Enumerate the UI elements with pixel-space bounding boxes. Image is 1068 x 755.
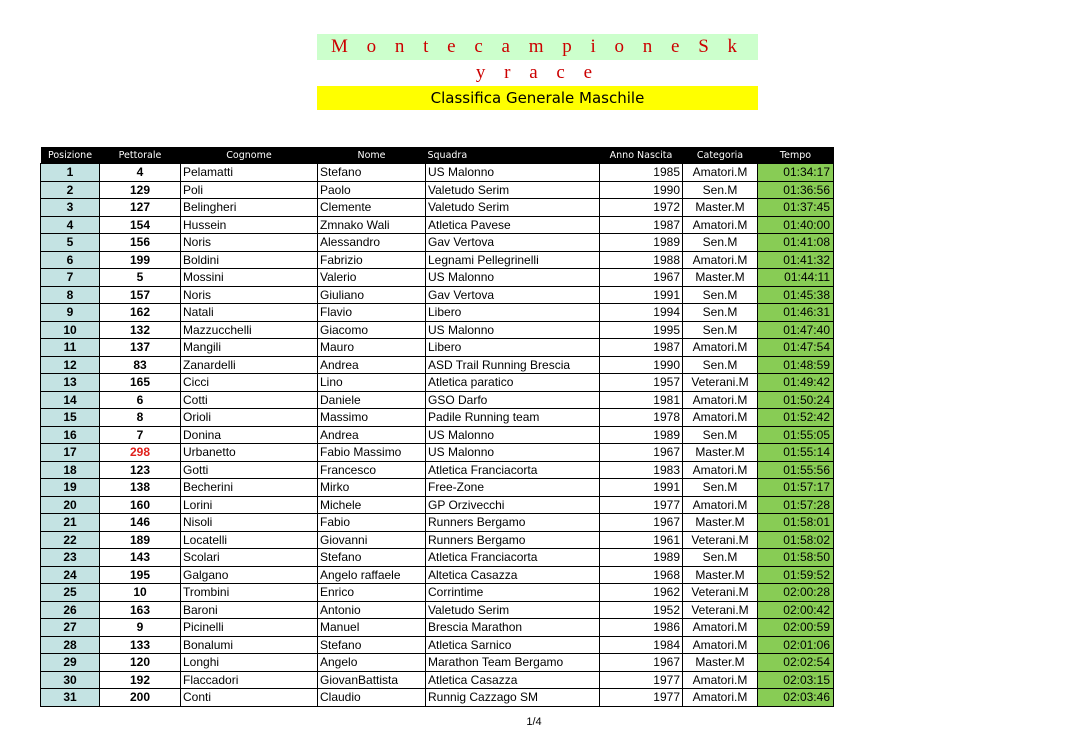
category-cell: Master.M xyxy=(683,444,758,462)
time-cell: 01:37:45 xyxy=(758,199,834,217)
position-cell: 2 xyxy=(41,181,100,199)
name-cell: Enrico xyxy=(318,584,426,602)
team-cell: GSO Darfo xyxy=(426,391,600,409)
surname-cell: Baroni xyxy=(181,601,318,619)
surname-cell: Orioli xyxy=(181,409,318,427)
birth-year-cell: 1968 xyxy=(600,566,683,584)
team-cell: Free-Zone xyxy=(426,479,600,497)
position-cell: 27 xyxy=(41,619,100,637)
bib-cell: 189 xyxy=(100,531,181,549)
bib-cell: 132 xyxy=(100,321,181,339)
table-row xyxy=(41,479,834,497)
position-cell: 4 xyxy=(41,216,100,234)
birth-year-cell: 1986 xyxy=(600,619,683,637)
position-cell: 1 xyxy=(41,164,100,182)
name-cell: Paolo xyxy=(318,181,426,199)
team-cell: GP Orzivecchi xyxy=(426,496,600,514)
time-cell: 01:57:17 xyxy=(758,479,834,497)
position-cell: 26 xyxy=(41,601,100,619)
time-cell: 01:41:32 xyxy=(758,251,834,269)
category-cell: Master.M xyxy=(683,654,758,672)
bib-cell: 199 xyxy=(100,251,181,269)
time-cell: 01:58:50 xyxy=(758,549,834,567)
time-cell: 01:59:52 xyxy=(758,566,834,584)
birth-year-cell: 1994 xyxy=(600,304,683,322)
table-row xyxy=(41,234,834,252)
team-cell: Atletica Franciacorta xyxy=(426,549,600,567)
position-cell: 3 xyxy=(41,199,100,217)
position-cell: 7 xyxy=(41,269,100,287)
table-row xyxy=(41,199,834,217)
surname-cell: Noris xyxy=(181,286,318,304)
team-cell: US Malonno xyxy=(426,426,600,444)
position-cell: 11 xyxy=(41,339,100,357)
page-number: 1/4 xyxy=(526,716,542,728)
header-posizione: Posizione xyxy=(41,147,100,164)
table-row xyxy=(41,496,834,514)
category-cell: Amatori.M xyxy=(683,216,758,234)
surname-cell: Hussein xyxy=(181,216,318,234)
position-cell: 23 xyxy=(41,549,100,567)
race-title: M o n t e c a m p i o n e S k y r a c e xyxy=(317,34,758,60)
name-cell: Fabrizio xyxy=(318,251,426,269)
time-cell: 01:36:56 xyxy=(758,181,834,199)
time-cell: 01:47:54 xyxy=(758,339,834,357)
surname-cell: Galgano xyxy=(181,566,318,584)
name-cell: Fabio Massimo xyxy=(318,444,426,462)
birth-year-cell: 1957 xyxy=(600,374,683,392)
time-cell: 01:34:17 xyxy=(758,164,834,182)
time-cell: 01:52:42 xyxy=(758,409,834,427)
birth-year-cell: 1995 xyxy=(600,321,683,339)
surname-cell: Locatelli xyxy=(181,531,318,549)
table-row xyxy=(41,409,834,427)
category-cell: Veterani.M xyxy=(683,531,758,549)
team-cell: Legnami Pellegrinelli xyxy=(426,251,600,269)
bib-cell: 146 xyxy=(100,514,181,532)
surname-cell: Noris xyxy=(181,234,318,252)
name-cell: Lino xyxy=(318,374,426,392)
table-row xyxy=(41,304,834,322)
birth-year-cell: 1987 xyxy=(600,216,683,234)
surname-cell: Urbanetto xyxy=(181,444,318,462)
position-cell: 9 xyxy=(41,304,100,322)
birth-year-cell: 1977 xyxy=(600,496,683,514)
header-tempo: Tempo xyxy=(758,147,834,164)
time-cell: 01:46:31 xyxy=(758,304,834,322)
surname-cell: Becherini xyxy=(181,479,318,497)
name-cell: Stefano xyxy=(318,164,426,182)
time-cell: 01:55:05 xyxy=(758,426,834,444)
birth-year-cell: 1967 xyxy=(600,654,683,672)
time-cell: 02:00:42 xyxy=(758,601,834,619)
team-cell: Marathon Team Bergamo xyxy=(426,654,600,672)
team-cell: Valetudo Serim xyxy=(426,181,600,199)
team-cell: Brescia Marathon xyxy=(426,619,600,637)
category-cell: Master.M xyxy=(683,199,758,217)
time-cell: 02:03:15 xyxy=(758,671,834,689)
table-row xyxy=(41,636,834,654)
name-cell: Daniele xyxy=(318,391,426,409)
time-cell: 02:00:28 xyxy=(758,584,834,602)
bib-cell: 7 xyxy=(100,426,181,444)
category-cell: Amatori.M xyxy=(683,671,758,689)
position-cell: 17 xyxy=(41,444,100,462)
position-cell: 29 xyxy=(41,654,100,672)
table-row xyxy=(41,549,834,567)
time-cell: 01:45:38 xyxy=(758,286,834,304)
birth-year-cell: 1977 xyxy=(600,671,683,689)
birth-year-cell: 1972 xyxy=(600,199,683,217)
bib-cell: 5 xyxy=(100,269,181,287)
category-cell: Amatori.M xyxy=(683,619,758,637)
name-cell: Valerio xyxy=(318,269,426,287)
surname-cell: Belingheri xyxy=(181,199,318,217)
category-cell: Amatori.M xyxy=(683,164,758,182)
name-cell: Stefano xyxy=(318,549,426,567)
position-cell: 14 xyxy=(41,391,100,409)
position-cell: 18 xyxy=(41,461,100,479)
header-cognome: Cognome xyxy=(181,147,318,164)
name-cell: Antonio xyxy=(318,601,426,619)
position-cell: 19 xyxy=(41,479,100,497)
team-cell: Runners Bergamo xyxy=(426,531,600,549)
team-cell: Libero xyxy=(426,339,600,357)
bib-cell: 163 xyxy=(100,601,181,619)
surname-cell: Picinelli xyxy=(181,619,318,637)
team-cell: Valetudo Serim xyxy=(426,601,600,619)
position-cell: 8 xyxy=(41,286,100,304)
name-cell: Alessandro xyxy=(318,234,426,252)
table-row xyxy=(41,671,834,689)
surname-cell: Bonalumi xyxy=(181,636,318,654)
birth-year-cell: 1991 xyxy=(600,286,683,304)
surname-cell: Zanardelli xyxy=(181,356,318,374)
ranking-subtitle: Classifica Generale Maschile xyxy=(317,86,758,110)
name-cell: Michele xyxy=(318,496,426,514)
birth-year-cell: 1984 xyxy=(600,636,683,654)
table-row xyxy=(41,321,834,339)
bib-cell: 123 xyxy=(100,461,181,479)
surname-cell: Scolari xyxy=(181,549,318,567)
position-cell: 22 xyxy=(41,531,100,549)
bib-cell: 195 xyxy=(100,566,181,584)
table-row xyxy=(41,514,834,532)
bib-cell: 83 xyxy=(100,356,181,374)
name-cell: Mirko xyxy=(318,479,426,497)
category-cell: Sen.M xyxy=(683,549,758,567)
bib-cell: 137 xyxy=(100,339,181,357)
bib-cell: 165 xyxy=(100,374,181,392)
bib-cell: 160 xyxy=(100,496,181,514)
category-cell: Sen.M xyxy=(683,286,758,304)
header-anno-nascita: Anno Nascita xyxy=(600,147,683,164)
surname-cell: Poli xyxy=(181,181,318,199)
team-cell: US Malonno xyxy=(426,444,600,462)
team-cell: US Malonno xyxy=(426,321,600,339)
table-row xyxy=(41,584,834,602)
team-cell: US Malonno xyxy=(426,164,600,182)
birth-year-cell: 1989 xyxy=(600,549,683,567)
name-cell: Giuliano xyxy=(318,286,426,304)
birth-year-cell: 1961 xyxy=(600,531,683,549)
position-cell: 28 xyxy=(41,636,100,654)
surname-cell: Pelamatti xyxy=(181,164,318,182)
bib-cell: 298 xyxy=(100,444,181,462)
category-cell: Master.M xyxy=(683,566,758,584)
surname-cell: Donina xyxy=(181,426,318,444)
name-cell: Massimo xyxy=(318,409,426,427)
bib-cell: 192 xyxy=(100,671,181,689)
birth-year-cell: 1983 xyxy=(600,461,683,479)
bib-cell: 127 xyxy=(100,199,181,217)
name-cell: Angelo xyxy=(318,654,426,672)
team-cell: Atletica Pavese xyxy=(426,216,600,234)
bib-cell: 138 xyxy=(100,479,181,497)
category-cell: Amatori.M xyxy=(683,461,758,479)
birth-year-cell: 1978 xyxy=(600,409,683,427)
surname-cell: Nisoli xyxy=(181,514,318,532)
time-cell: 01:55:14 xyxy=(758,444,834,462)
name-cell: Zmnako Wali xyxy=(318,216,426,234)
birth-year-cell: 1989 xyxy=(600,234,683,252)
birth-year-cell: 1952 xyxy=(600,601,683,619)
team-cell: Libero xyxy=(426,304,600,322)
bib-cell: 157 xyxy=(100,286,181,304)
category-cell: Veterani.M xyxy=(683,374,758,392)
birth-year-cell: 1967 xyxy=(600,444,683,462)
team-cell: Corrintime xyxy=(426,584,600,602)
table-row xyxy=(41,251,834,269)
category-cell: Veterani.M xyxy=(683,601,758,619)
team-cell: Atletica Franciacorta xyxy=(426,461,600,479)
time-cell: 01:48:59 xyxy=(758,356,834,374)
table-row xyxy=(41,164,834,182)
table-row xyxy=(41,689,834,707)
surname-cell: Mazzucchelli xyxy=(181,321,318,339)
time-cell: 02:02:54 xyxy=(758,654,834,672)
time-cell: 01:41:08 xyxy=(758,234,834,252)
surname-cell: Cotti xyxy=(181,391,318,409)
birth-year-cell: 1981 xyxy=(600,391,683,409)
surname-cell: Trombini xyxy=(181,584,318,602)
team-cell: Runners Bergamo xyxy=(426,514,600,532)
name-cell: Andrea xyxy=(318,426,426,444)
category-cell: Amatori.M xyxy=(683,391,758,409)
birth-year-cell: 1990 xyxy=(600,356,683,374)
birth-year-cell: 1989 xyxy=(600,426,683,444)
header-nome: Nome xyxy=(318,147,426,164)
position-cell: 16 xyxy=(41,426,100,444)
category-cell: Sen.M xyxy=(683,321,758,339)
table-header-row xyxy=(41,147,834,164)
birth-year-cell: 1967 xyxy=(600,514,683,532)
table-row xyxy=(41,531,834,549)
birth-year-cell: 1988 xyxy=(600,251,683,269)
time-cell: 01:40:00 xyxy=(758,216,834,234)
name-cell: Giacomo xyxy=(318,321,426,339)
birth-year-cell: 1967 xyxy=(600,269,683,287)
name-cell: Angelo raffaele xyxy=(318,566,426,584)
name-cell: Flavio xyxy=(318,304,426,322)
table-row xyxy=(41,356,834,374)
surname-cell: Lorini xyxy=(181,496,318,514)
category-cell: Master.M xyxy=(683,269,758,287)
position-cell: 24 xyxy=(41,566,100,584)
surname-cell: Cicci xyxy=(181,374,318,392)
position-cell: 21 xyxy=(41,514,100,532)
table-row xyxy=(41,269,834,287)
bib-cell: 200 xyxy=(100,689,181,707)
category-cell: Sen.M xyxy=(683,356,758,374)
team-cell: Gav Vertova xyxy=(426,286,600,304)
table-row xyxy=(41,339,834,357)
name-cell: Andrea xyxy=(318,356,426,374)
category-cell: Amatori.M xyxy=(683,251,758,269)
team-cell: US Malonno xyxy=(426,269,600,287)
birth-year-cell: 1985 xyxy=(600,164,683,182)
position-cell: 10 xyxy=(41,321,100,339)
time-cell: 01:58:01 xyxy=(758,514,834,532)
category-cell: Sen.M xyxy=(683,426,758,444)
bib-cell: 129 xyxy=(100,181,181,199)
bib-cell: 10 xyxy=(100,584,181,602)
team-cell: Atletica paratico xyxy=(426,374,600,392)
name-cell: Claudio xyxy=(318,689,426,707)
name-cell: Mauro xyxy=(318,339,426,357)
surname-cell: Mossini xyxy=(181,269,318,287)
time-cell: 02:01:06 xyxy=(758,636,834,654)
name-cell: GiovanBattista xyxy=(318,671,426,689)
birth-year-cell: 1990 xyxy=(600,181,683,199)
time-cell: 01:50:24 xyxy=(758,391,834,409)
position-cell: 31 xyxy=(41,689,100,707)
results-table xyxy=(40,147,834,707)
position-cell: 20 xyxy=(41,496,100,514)
header-pettorale: Pettorale xyxy=(100,147,181,164)
table-row xyxy=(41,391,834,409)
team-cell: Atletica Casazza xyxy=(426,671,600,689)
bib-cell: 143 xyxy=(100,549,181,567)
bib-cell: 120 xyxy=(100,654,181,672)
position-cell: 25 xyxy=(41,584,100,602)
table-row xyxy=(41,181,834,199)
team-cell: Altetica Casazza xyxy=(426,566,600,584)
table-row xyxy=(41,654,834,672)
name-cell: Giovanni xyxy=(318,531,426,549)
category-cell: Amatori.M xyxy=(683,339,758,357)
time-cell: 02:00:59 xyxy=(758,619,834,637)
position-cell: 13 xyxy=(41,374,100,392)
position-cell: 6 xyxy=(41,251,100,269)
name-cell: Clemente xyxy=(318,199,426,217)
table-row xyxy=(41,216,834,234)
table-row xyxy=(41,286,834,304)
header-categoria: Categoria xyxy=(683,147,758,164)
surname-cell: Flaccadori xyxy=(181,671,318,689)
category-cell: Veterani.M xyxy=(683,584,758,602)
bib-cell: 9 xyxy=(100,619,181,637)
team-cell: Runnig Cazzago SM xyxy=(426,689,600,707)
team-cell: ASD Trail Running Brescia xyxy=(426,356,600,374)
table-row xyxy=(41,601,834,619)
team-cell: Padile Running team xyxy=(426,409,600,427)
birth-year-cell: 1977 xyxy=(600,689,683,707)
category-cell: Amatori.M xyxy=(683,689,758,707)
team-cell: Atletica Sarnico xyxy=(426,636,600,654)
category-cell: Master.M xyxy=(683,514,758,532)
team-cell: Valetudo Serim xyxy=(426,199,600,217)
table-row xyxy=(41,444,834,462)
time-cell: 02:03:46 xyxy=(758,689,834,707)
time-cell: 01:58:02 xyxy=(758,531,834,549)
position-cell: 12 xyxy=(41,356,100,374)
category-cell: Sen.M xyxy=(683,304,758,322)
name-cell: Stefano xyxy=(318,636,426,654)
surname-cell: Natali xyxy=(181,304,318,322)
table-row xyxy=(41,426,834,444)
surname-cell: Boldini xyxy=(181,251,318,269)
table-row xyxy=(41,566,834,584)
category-cell: Sen.M xyxy=(683,181,758,199)
bib-cell: 162 xyxy=(100,304,181,322)
bib-cell: 156 xyxy=(100,234,181,252)
surname-cell: Conti xyxy=(181,689,318,707)
table-row xyxy=(41,619,834,637)
surname-cell: Longhi xyxy=(181,654,318,672)
name-cell: Manuel xyxy=(318,619,426,637)
name-cell: Francesco xyxy=(318,461,426,479)
category-cell: Amatori.M xyxy=(683,496,758,514)
time-cell: 01:55:56 xyxy=(758,461,834,479)
time-cell: 01:47:40 xyxy=(758,321,834,339)
category-cell: Sen.M xyxy=(683,234,758,252)
bib-cell: 4 xyxy=(100,164,181,182)
results-body xyxy=(41,164,834,707)
category-cell: Sen.M xyxy=(683,479,758,497)
surname-cell: Gotti xyxy=(181,461,318,479)
category-cell: Amatori.M xyxy=(683,636,758,654)
bib-cell: 133 xyxy=(100,636,181,654)
bib-cell: 154 xyxy=(100,216,181,234)
surname-cell: Mangili xyxy=(181,339,318,357)
table-row xyxy=(41,461,834,479)
birth-year-cell: 1987 xyxy=(600,339,683,357)
birth-year-cell: 1962 xyxy=(600,584,683,602)
name-cell: Fabio xyxy=(318,514,426,532)
birth-year-cell: 1991 xyxy=(600,479,683,497)
position-cell: 30 xyxy=(41,671,100,689)
team-cell: Gav Vertova xyxy=(426,234,600,252)
table-row xyxy=(41,374,834,392)
bib-cell: 6 xyxy=(100,391,181,409)
position-cell: 5 xyxy=(41,234,100,252)
header-squadra: Squadra xyxy=(426,147,600,164)
time-cell: 01:49:42 xyxy=(758,374,834,392)
category-cell: Amatori.M xyxy=(683,409,758,427)
time-cell: 01:44:11 xyxy=(758,269,834,287)
bib-cell: 8 xyxy=(100,409,181,427)
time-cell: 01:57:28 xyxy=(758,496,834,514)
position-cell: 15 xyxy=(41,409,100,427)
